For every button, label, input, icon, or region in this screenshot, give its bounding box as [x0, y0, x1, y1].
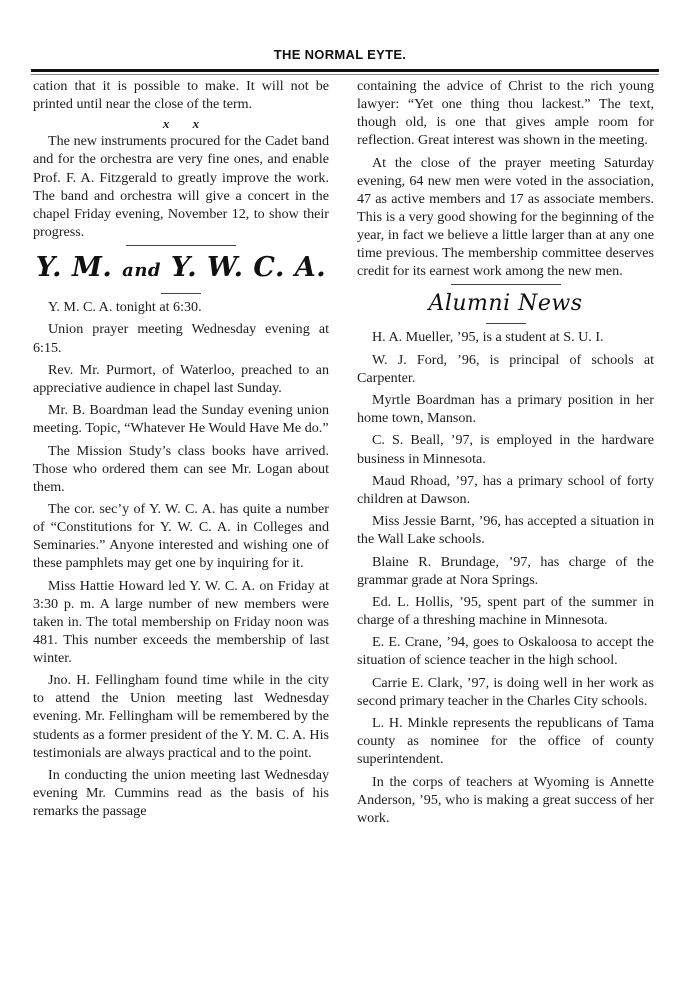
ymca-heading-part1: Y. M.: [35, 252, 113, 284]
ymca-closing-paragraph: At the close of the prayer meeting Saturday evening, 64 new men were voted in the association, 47 as active members and 17 as associate members. This is a very good showing for the beginning of the year, in fact we believe a little larger than at any one time previous. The membership committee deserves credit for its earnest work among the new men.: [357, 154, 654, 280]
header-rule-thin: [31, 74, 659, 75]
ymca-item: Mr. B. Boardman lead the Sunday evening union meeting. Topic, “Whatever He Would Have Me do.”: [33, 402, 329, 437]
continued-paragraph: cation that it is possible to make. It will not be printed until near the close of the term.: [33, 78, 329, 113]
alumni-item: H. A. Mueller, ’95, is a student at S. U. I.: [372, 329, 604, 346]
alumni-news-heading: Alumni News: [428, 291, 583, 317]
alumni-item: E. E. Crane, ’94, goes to Oskaloosa to accept the situation of science teacher in the high school.: [357, 634, 654, 669]
alumni-item: W. J. Ford, ’96, is principal of schools at Carpenter.: [357, 351, 654, 386]
ymca-item: Y. M. C. A. tonight at 6:30.: [48, 299, 202, 316]
alumni-item: C. S. Beall, ’97, is employed in the hardware business in Minnesota.: [357, 432, 654, 467]
ymca-heading: [33, 250, 329, 289]
ymca-item: The Mission Study’s class books have arrived. Those who ordered them can see Mr. Logan about them.: [33, 442, 329, 495]
header-rule-thick: [31, 69, 659, 72]
alumni-item: Blaine R. Brundage, ’97, has charge of the grammar grade at Nora Springs.: [357, 553, 654, 588]
running-head-title: THE NORMAL EYTE.: [273, 47, 407, 62]
alumni-item: Miss Jessie Barnt, ’96, has accepted a situation in the Wall Lake schools.: [357, 513, 654, 548]
ymca-heading-part3: Y. W. C. A.: [170, 252, 327, 284]
heading-underline: [486, 323, 526, 324]
section-divider: [126, 245, 236, 246]
left-column: [33, 77, 329, 824]
ymca-item: Rev. Mr. Purmort, of Waterloo, preached to an appreciative audience in chapel last Sunday.: [33, 361, 329, 396]
alumni-item: Ed. L. Hollis, ’95, spent part of the summer in charge of a threshing machine in Minnesota.: [357, 593, 654, 629]
ymca-item: The cor. sec’y of Y. W. C. A. has quite a number of “Constitutions for Y. W. C. A. in Colleges and Seminaries.” Anyone interested and wishing one of these pamphlets may get one by inquiring for it.: [33, 501, 329, 572]
ymca-item: Jno. H. Fellingham found time while in the city to attend the Union meeting last Wednesday evening. Mr. Fellingham will be remembered by the students as a former president of the Y. M. C. A. His testimonials are always practical and to the point.: [33, 672, 329, 761]
heading-underline: [161, 293, 201, 294]
ymca-heading-and: and: [122, 260, 162, 282]
section-separator: x x: [162, 116, 210, 132]
section-divider: [451, 284, 561, 285]
right-column: [357, 77, 654, 831]
ymca-item: Miss Hattie Howard led Y. W. C. A. on Friday at 3:30 p. m. A large number of new members were taken in. The total membership on Friday noon was 481. This number exceeds the membership of last winter.: [33, 577, 329, 666]
ymca-item: In conducting the union meeting last Wednesday evening Mr. Cummins read as the basis of his remarks the passage: [33, 766, 329, 820]
alumni-item: In the corps of teachers at Wyoming is Annette Anderson, ’95, who is making a great success of her work.: [357, 773, 654, 826]
continued-paragraph: containing the advice of Christ to the rich young lawyer: “Yet one thing thou lackest.” The text, though old, is one that gives ample room for reflection. Great interest was shown in the meeting.: [357, 78, 654, 149]
band-paragraph: The new instruments procured for the Cadet band and for the orchestra are very fine ones, and enable Prof. F. A. Fitzgerald to greatly improve the work. The band and orchestra will give a concert in the chapel Friday evening, November 12, to show their progress.: [33, 133, 329, 240]
ymca-item: Union prayer meeting Wednesday evening at 6:15.: [33, 321, 329, 356]
alumni-item: L. H. Minkle represents the republicans of Tama county as nominee for the office of county superintendent.: [357, 715, 654, 768]
alumni-item: Maud Rhoad, ’97, has a primary school of forty children at Dawson.: [357, 472, 654, 507]
alumni-item: Myrtle Boardman has a primary position in her home town, Manson.: [357, 392, 654, 427]
alumni-item: Carrie E. Clark, ’97, is doing well in her work as second primary teacher in the Charles City schools.: [357, 674, 654, 709]
